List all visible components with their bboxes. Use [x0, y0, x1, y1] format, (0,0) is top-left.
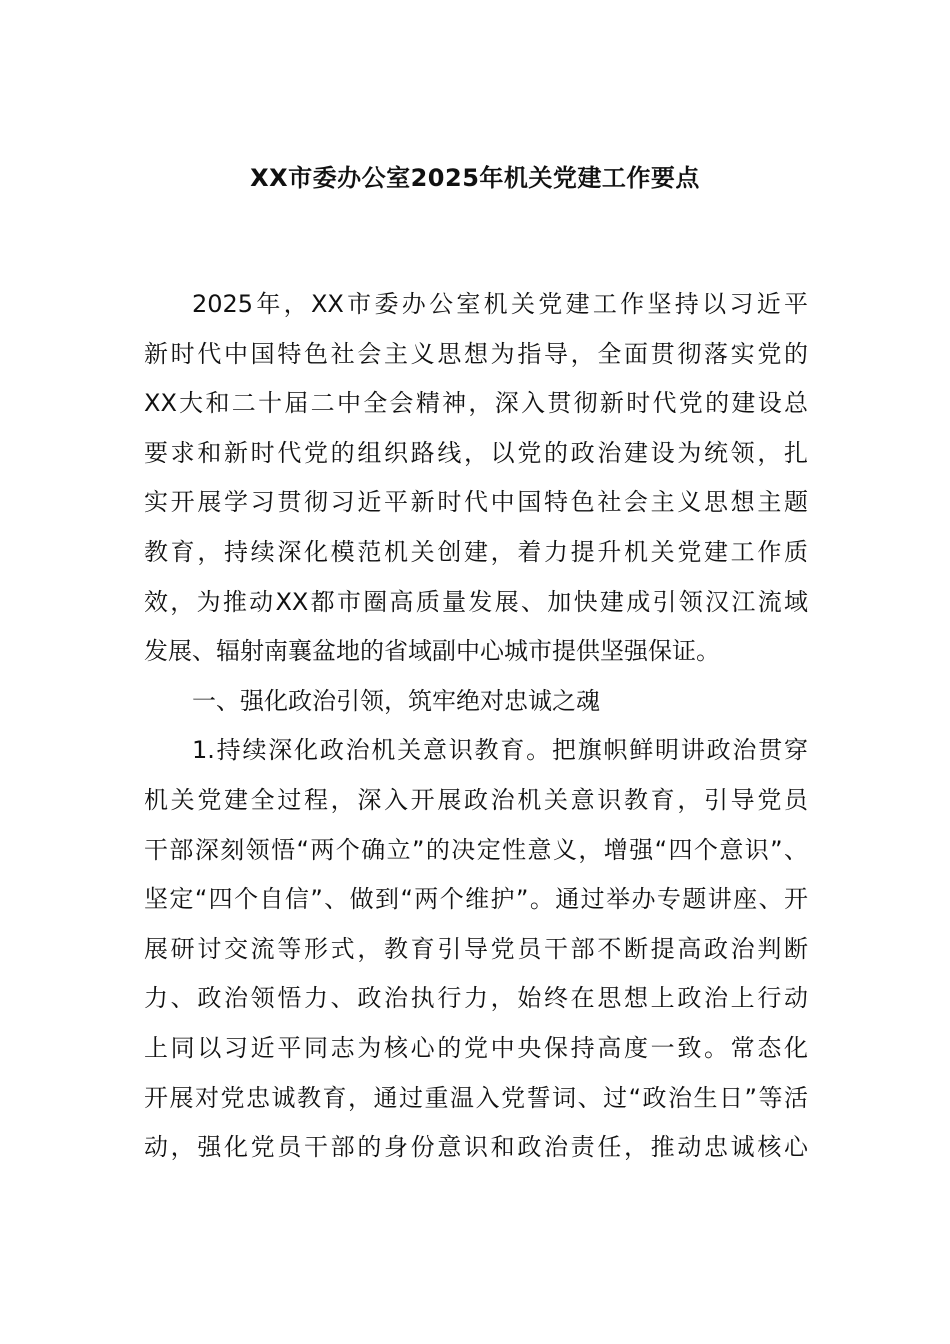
paragraph-item-1 [144, 726, 808, 1172]
section-heading [144, 677, 808, 727]
text-line: XX大和二十届二中全会精神，深入贯彻新时代党的建设总 [144, 389, 808, 418]
text-line: 上同以习近平同志为核心的党中央保持高度一致。常态化 [144, 1033, 808, 1062]
document-body [144, 280, 808, 1173]
text-line: 力、政治领悟力、政治执行力，始终在思想上政治上行动 [144, 984, 808, 1013]
text-line: 效，为推动XX都市圈高质量发展、加快建成引领汉江流域 [144, 587, 808, 616]
text-line: 干部深刻领悟“两个确立”的决定性意义，增强“四个意识”、 [144, 835, 808, 864]
text-line: 2025年，XX市委办公室机关党建工作坚持以习近平 [192, 290, 808, 318]
text-line: 开展对党忠诚教育，通过重温入党誓词、过“政治生日”等活 [144, 1083, 808, 1112]
text-line: 发展、辐射南襄盆地的省域副中心城市提供坚强保证。 [144, 637, 720, 666]
text-line: 机关党建全过程，深入开展政治机关意识教育，引导党员 [144, 785, 808, 814]
text-line: 展研讨交流等形式，教育引导党员干部不断提高政治判断 [144, 934, 808, 963]
document-title: XX市委办公室2025年机关党建工作要点 [250, 164, 700, 192]
text-line: 1.持续深化政治机关意识教育。把旗帜鲜明讲政治贯穿 [192, 736, 808, 765]
text-line: 新时代中国特色社会主义思想为指导，全面贯彻落实党的 [144, 339, 808, 368]
section-heading-text: 一、强化政治引领，筑牢绝对忠诚之魂 [192, 686, 600, 715]
paragraph-intro [144, 280, 808, 677]
text-line: 实开展学习贯彻习近平新时代中国特色社会主义思想主题 [144, 488, 808, 517]
text-line: 动，强化党员干部的身份意识和政治责任，推动忠诚核心 [144, 1133, 808, 1162]
text-line: 教育，持续深化模范机关创建，着力提升机关党建工作质 [144, 537, 808, 566]
text-line: 坚定“四个自信”、做到“两个维护”。通过举办专题讲座、开 [144, 885, 808, 914]
text-line: 要求和新时代党的组织路线，以党的政治建设为统领，扎 [144, 438, 808, 467]
